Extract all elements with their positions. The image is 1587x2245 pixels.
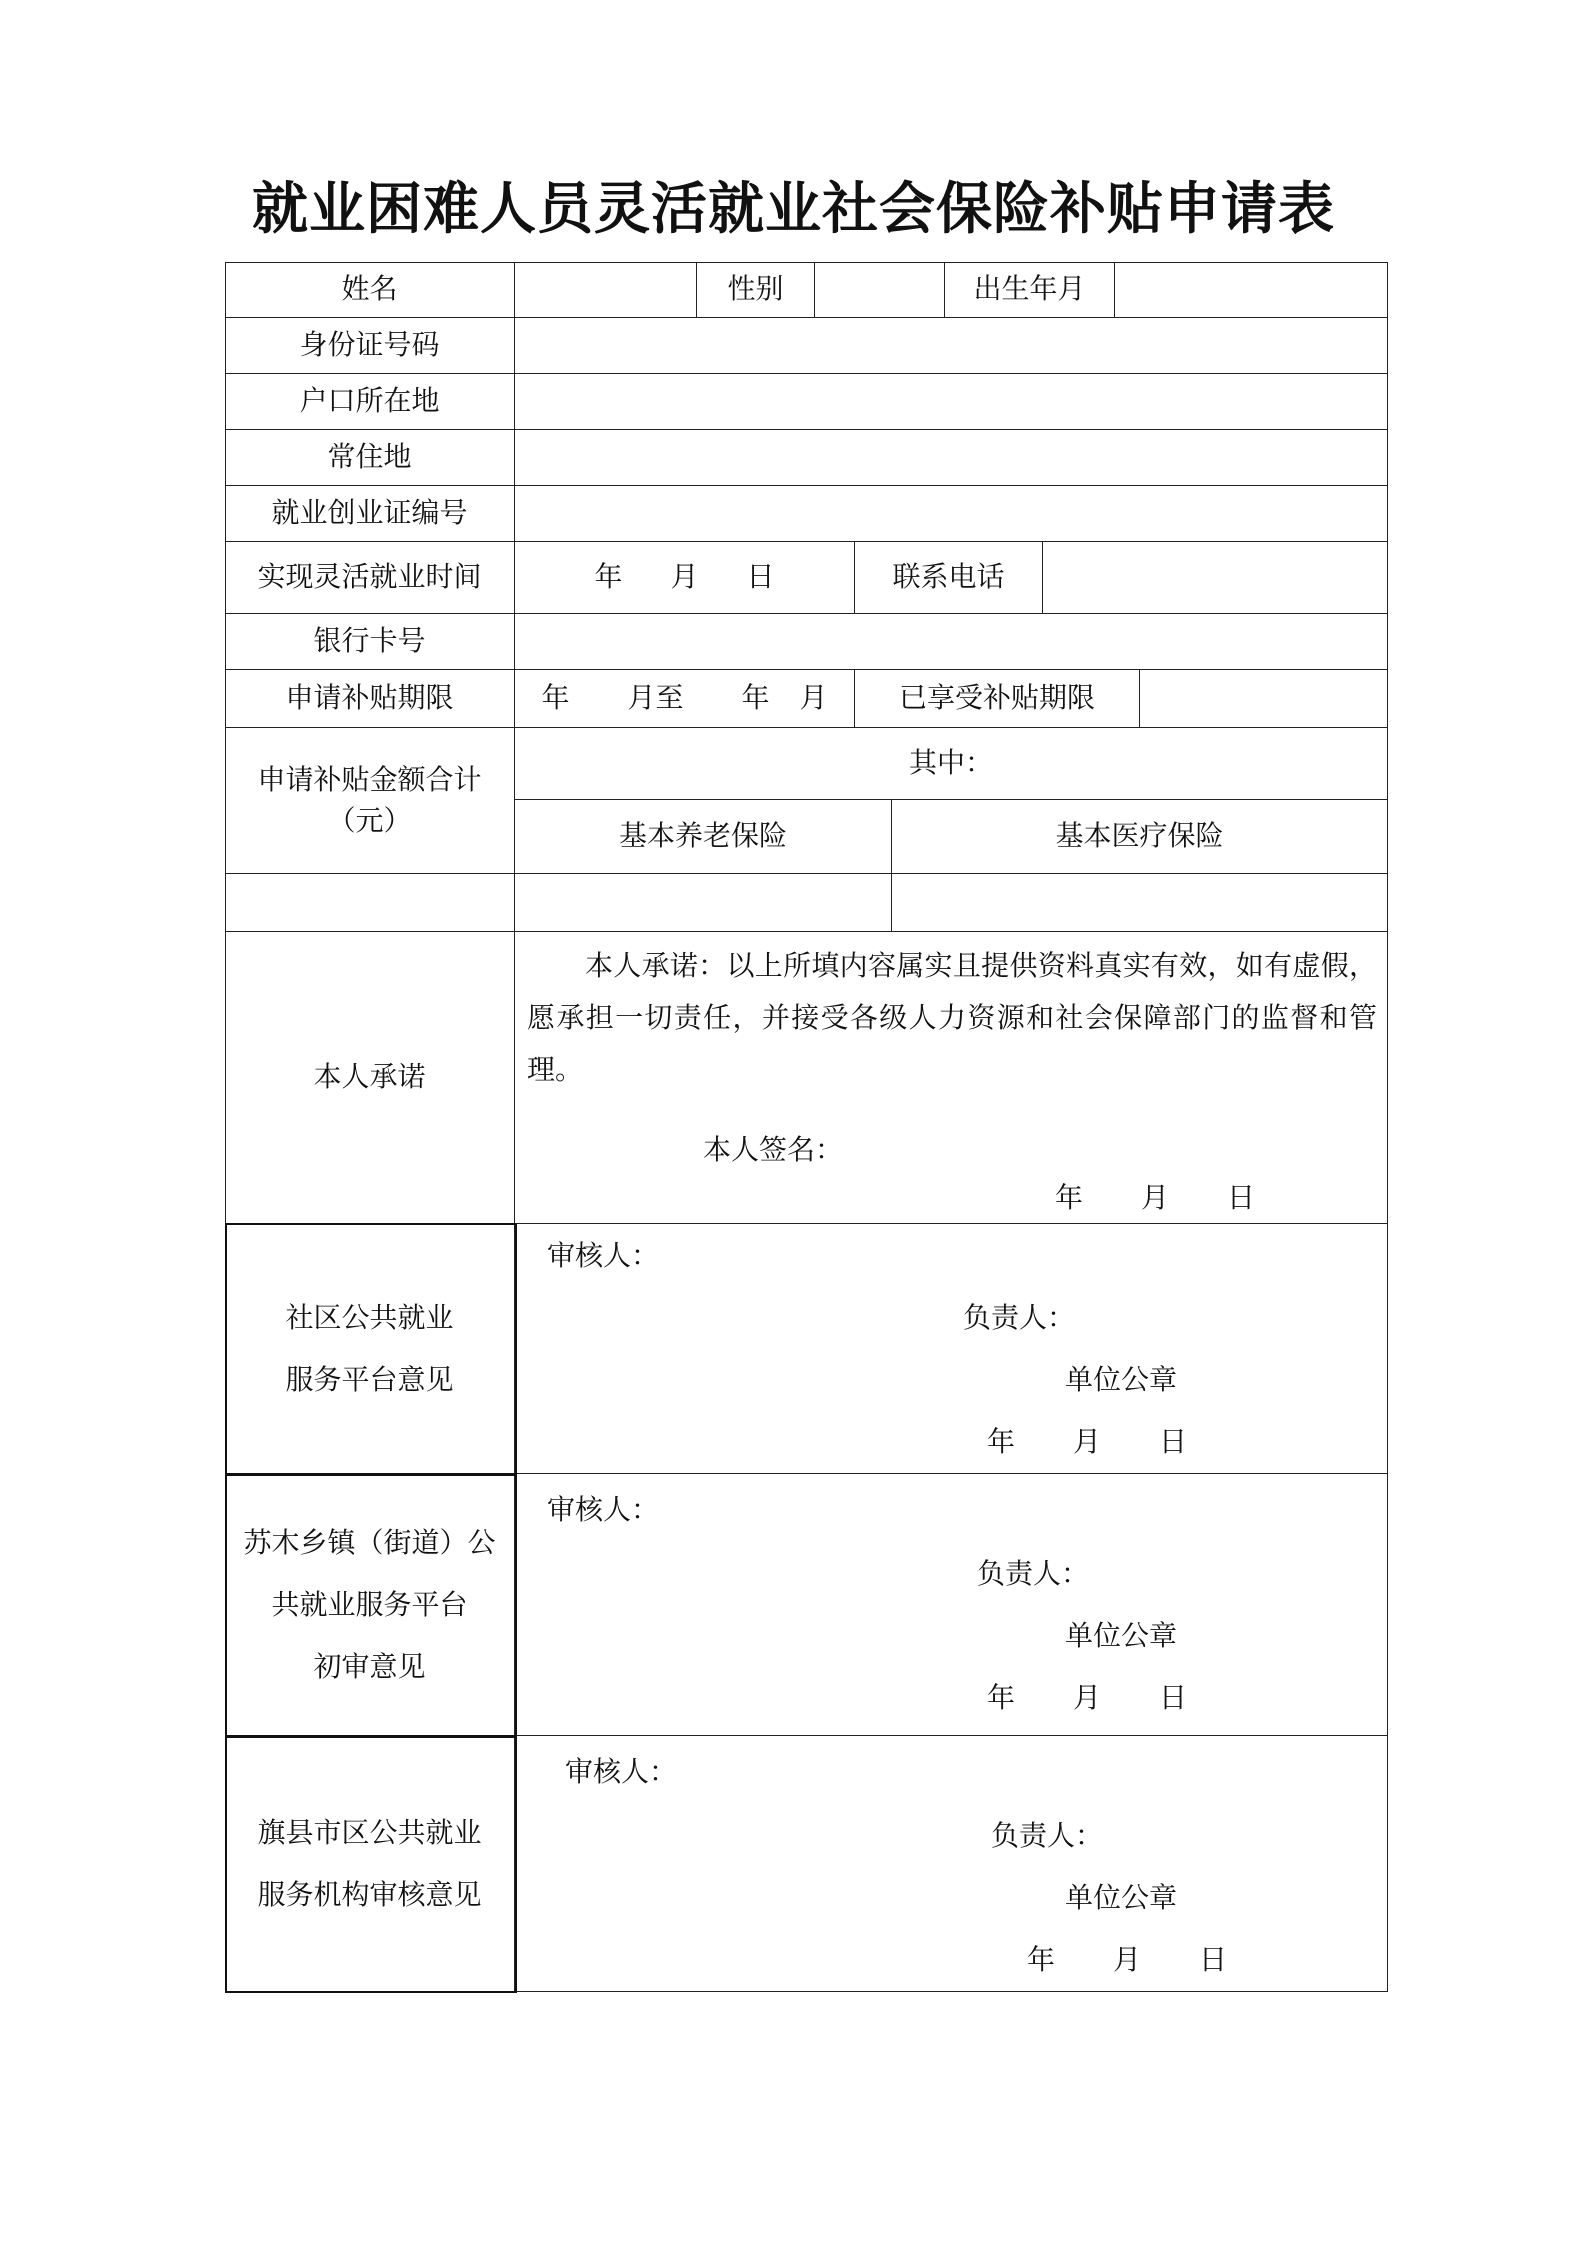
county-label-line2: 服务机构审核意见 (257, 1877, 482, 1911)
reviewer-label: 审核人： (547, 1493, 660, 1526)
total-amount-field[interactable] (225, 874, 515, 932)
county-opinion-label (225, 1736, 515, 1992)
id-number-label: 身份证号码 (225, 318, 515, 374)
total-label-line2: （元） (327, 803, 412, 837)
month-text: 月 (627, 681, 656, 715)
flex-time-field[interactable] (515, 542, 855, 614)
seal-label: 单位公章 (1065, 1363, 1178, 1396)
enjoyed-period-field[interactable] (1140, 670, 1388, 728)
seal-label: 单位公章 (1065, 1881, 1178, 1914)
residence-label: 常住地 (225, 430, 515, 486)
county-date (1027, 1938, 1227, 1978)
day-text: 日 (1159, 1425, 1188, 1458)
month-text: 月 (670, 560, 699, 594)
month-text: 月 (1073, 1425, 1102, 1458)
hukou-label: 户口所在地 (225, 374, 515, 430)
year-text: 年 (987, 1425, 1016, 1458)
form-title: 就业困难人员灵活就业社会保险补贴申请表 (252, 176, 1335, 242)
community-label-line1: 社区公共就业 (285, 1300, 454, 1334)
township-label-line2: 共就业服务平台 (271, 1587, 468, 1621)
of-which-header: 其中： (515, 728, 1388, 800)
total-amount-label (225, 728, 515, 874)
birth-field[interactable] (1115, 262, 1388, 318)
township-label-line3: 初审意见 (313, 1649, 426, 1683)
to-text: 至 (655, 681, 684, 715)
name-field[interactable] (515, 262, 697, 318)
bank-card-label: 银行卡号 (225, 614, 515, 670)
name-label: 姓名 (225, 262, 515, 318)
township-opinion-label (225, 1474, 515, 1736)
year-text: 年 (541, 681, 570, 715)
promise-content (515, 932, 1388, 1224)
day-text: 日 (746, 560, 775, 594)
hukou-field[interactable] (515, 374, 1388, 430)
township-date (987, 1676, 1187, 1716)
month-text: 月 (1141, 1181, 1170, 1214)
day-text: 日 (1199, 1943, 1228, 1976)
seal-label: 单位公章 (1065, 1619, 1178, 1652)
month-text: 月 (1113, 1943, 1142, 1976)
responsible-label: 负责人： (991, 1819, 1104, 1852)
id-number-field[interactable] (515, 318, 1388, 374)
county-label-line1: 旗县市区公共就业 (257, 1815, 482, 1849)
township-label-line1: 苏木乡镇（街道）公 (243, 1525, 496, 1559)
day-text: 日 (1159, 1681, 1188, 1714)
bank-card-field[interactable] (515, 614, 1388, 670)
period-label: 申请补贴期限 (225, 670, 515, 728)
gender-field[interactable] (815, 262, 945, 318)
total-label-line1: 申请补贴金额合计 (257, 762, 482, 796)
signature-label: 本人签名： (703, 1133, 844, 1166)
reviewer-label: 审核人： (547, 1239, 660, 1272)
year-text: 年 (987, 1681, 1016, 1714)
application-form (225, 262, 1388, 1992)
year-text: 年 (1027, 1943, 1056, 1976)
cert-no-label: 就业创业证编号 (225, 486, 515, 542)
enjoyed-period-label: 已享受补贴期限 (855, 670, 1140, 728)
medical-amount-field[interactable] (892, 874, 1388, 932)
community-label-line2: 服务平台意见 (285, 1362, 454, 1396)
month-text: 月 (1073, 1681, 1102, 1714)
responsible-label: 负责人： (977, 1557, 1090, 1590)
residence-field[interactable] (515, 430, 1388, 486)
birth-label: 出生年月 (945, 262, 1115, 318)
year-text: 年 (1055, 1181, 1084, 1214)
promise-date (1055, 1176, 1255, 1216)
month-text: 月 (799, 681, 828, 715)
pension-label: 基本养老保险 (515, 800, 892, 874)
reviewer-label: 审核人： (565, 1755, 678, 1788)
promise-label: 本人承诺 (225, 932, 515, 1224)
day-text: 日 (1227, 1181, 1256, 1214)
community-date (987, 1420, 1187, 1460)
cert-no-field[interactable] (515, 486, 1388, 542)
phone-field[interactable] (1043, 542, 1388, 614)
pension-amount-field[interactable] (515, 874, 892, 932)
responsible-label: 负责人： (963, 1301, 1076, 1334)
year-text: 年 (594, 560, 623, 594)
year-text: 年 (741, 681, 770, 715)
phone-label: 联系电话 (855, 542, 1043, 614)
medical-label: 基本医疗保险 (892, 800, 1388, 874)
community-opinion-label (225, 1224, 515, 1474)
flex-time-label: 实现灵活就业时间 (225, 542, 515, 614)
gender-label: 性别 (697, 262, 815, 318)
period-field[interactable] (515, 670, 855, 728)
promise-text: 本人承诺：以上所填内容属实且提供资料真实有效，如有虚假，愿承担一切责任，并接受各级人力资源和社会保障部门的监督和管理。 (527, 949, 1377, 1086)
